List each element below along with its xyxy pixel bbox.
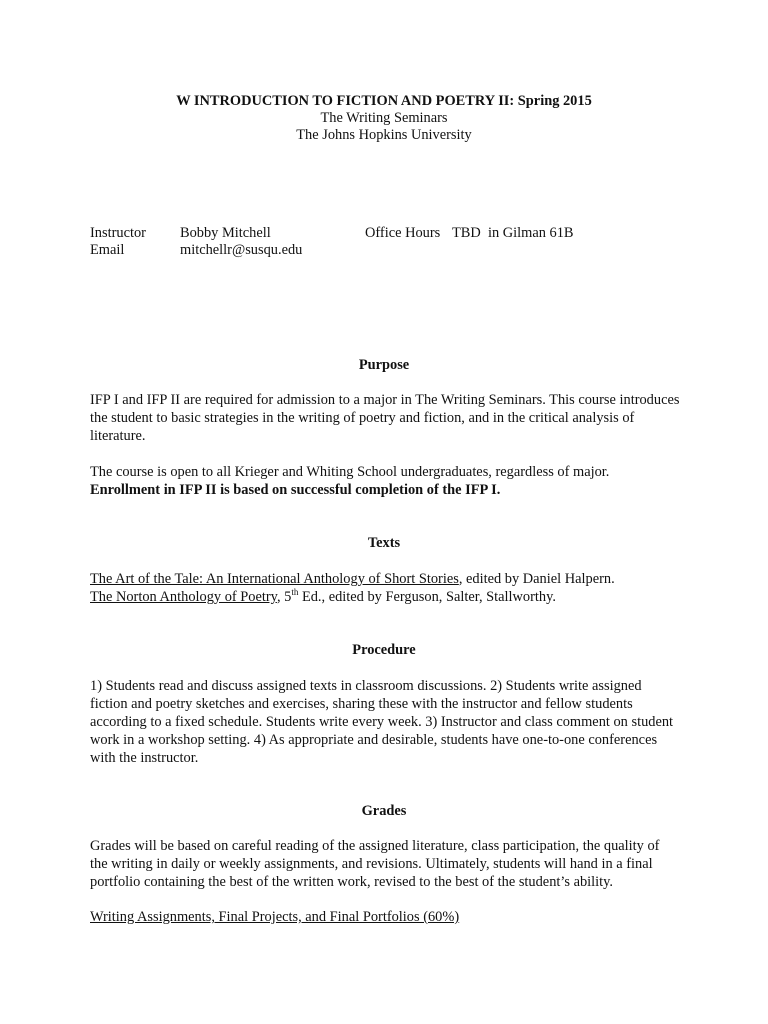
email-label: Email	[90, 242, 125, 258]
course-title: W INTRODUCTION TO FICTION AND POETRY II: Spring 2015	[176, 93, 592, 109]
book-title: The Art of the Tale: An International Anthology of Short Stories	[90, 571, 459, 587]
text-item-2	[90, 588, 556, 606]
text-item-1	[90, 570, 615, 588]
procedure-heading: Procedure	[352, 642, 416, 658]
office-hours-label: Office Hours	[365, 225, 441, 241]
purpose-paragraph-1: IFP I and IFP II are required for admission to a major in The Writing Seminars. This course introduces the student to basic strategies in the writing of poetry and fiction, and in the critical analysis of literature.	[90, 392, 680, 444]
book-edition: , 5	[276, 589, 292, 605]
grades-subheading: Writing Assignments, Final Projects, and Final Portfolios (60%)	[90, 909, 460, 925]
texts-heading: Texts	[367, 535, 401, 551]
edition-superscript: th	[291, 587, 299, 598]
email-value: mitchellr@susqu.edu	[180, 242, 303, 258]
book-editor: Ed., edited by Ferguson, Salter, Stallworthy.	[298, 589, 556, 605]
procedure-paragraph: 1) Students read and discuss assigned texts in classroom discussions. 2) Students write assigned fiction and poetry sketches and exercises, sharing these with the instructor and fellow students according to a fixed schedule. Students write every week. 3) Instructor and class comment on student work in a workshop setting. 4) As appropriate and desirable, students have one-to-one conferences with the instructor.	[90, 678, 674, 766]
book-editor: , edited by Daniel Halpern.	[458, 571, 615, 587]
purpose-paragraph-2: The course is open to all Krieger and Whiting School undergraduates, regardless of major.	[90, 464, 610, 480]
grades-heading: Grades	[361, 803, 407, 819]
grades-paragraph: Grades will be based on careful reading of the assigned literature, class participation, the quality of the writing in daily or weekly assignments, and revisions. Ultimately, students will hand in a final portfolio containing the best of the written work, revised to the best of the student’s ability.	[90, 838, 660, 890]
university-name: The Johns Hopkins University	[296, 127, 472, 143]
department-name: The Writing Seminars	[320, 110, 448, 126]
purpose-heading: Purpose	[358, 357, 410, 373]
instructor-label: Instructor	[90, 225, 146, 241]
book-title: The Norton Anthology of Poetry	[90, 589, 277, 605]
instructor-name: Bobby Mitchell	[180, 225, 271, 241]
enrollment-requirement: Enrollment in IFP II is based on successful completion of the IFP I.	[90, 482, 501, 498]
office-hours-value: TBD in Gilman 61B	[452, 225, 574, 241]
